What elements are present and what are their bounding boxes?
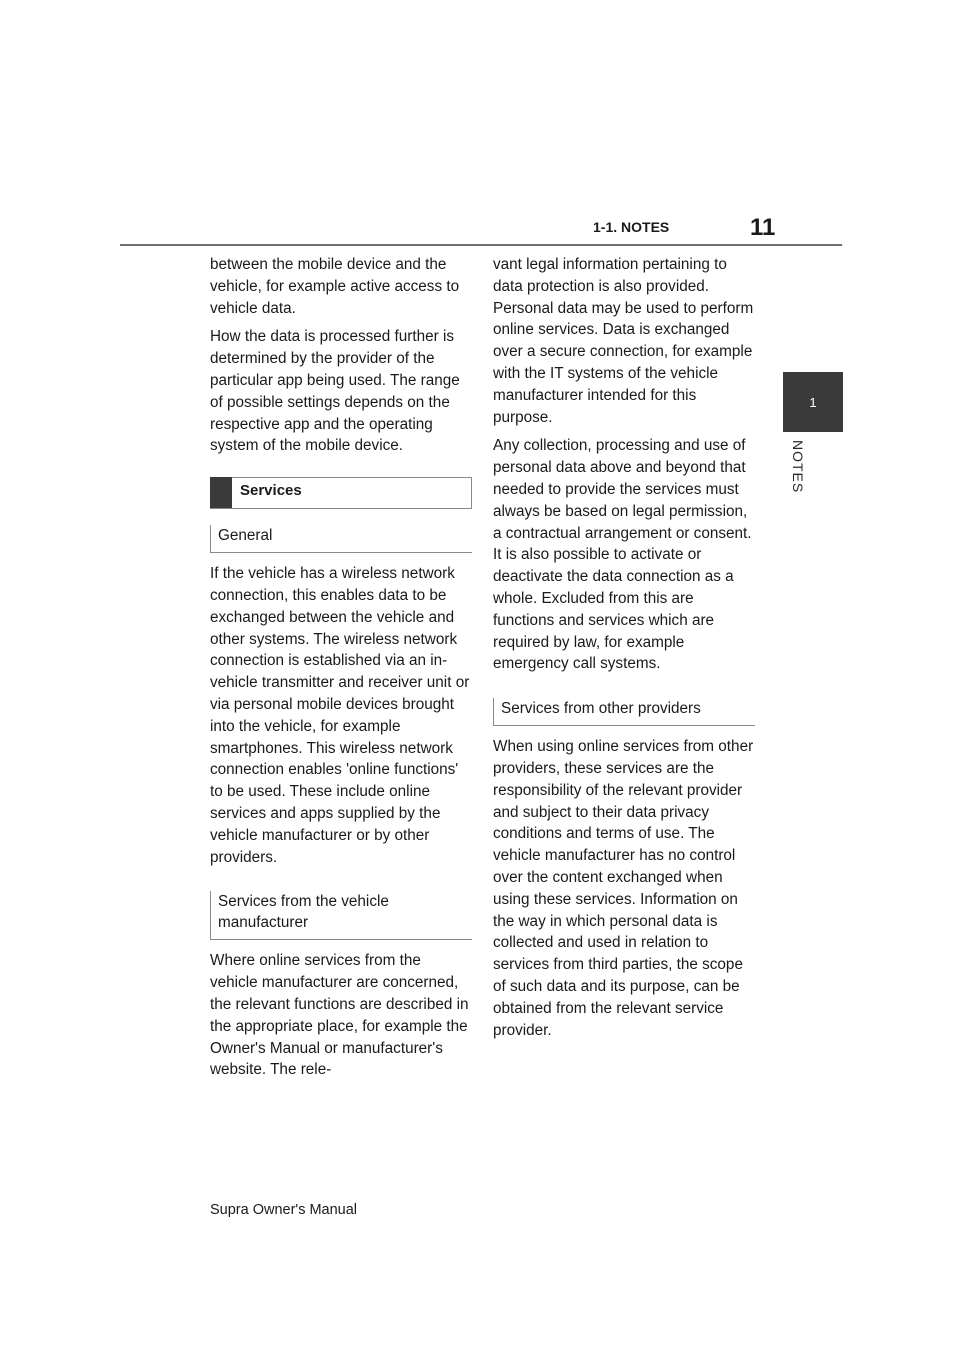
chapter-tab-number: 1 bbox=[809, 394, 817, 410]
right-paragraph-2: Any collection, processing and use of personal data above and beyond that needed to provide the services must always be based on legal permission, a contractual arrangement or consent. It is also possible to activate or deactivate the data connection as a whole. Excluded from this are functions and services which are required by law, for example emergency call systems. bbox=[493, 437, 752, 673]
left-column bbox=[210, 254, 472, 1088]
services-section-heading bbox=[210, 477, 472, 509]
left-paragraph-1: between the mobile device and the vehicle, for example active access to vehicle data. bbox=[210, 256, 460, 317]
services-heading-text: Services bbox=[232, 477, 472, 509]
footer-manual-title: Supra Owner's Manual bbox=[210, 1202, 358, 1218]
chapter-tab bbox=[783, 372, 843, 432]
general-subheading: General bbox=[210, 525, 472, 553]
left-paragraph-3: If the vehicle has a wireless network connection, this enables data to be exchanged between the vehicle and other systems. The wireless network connection is established via an in-vehicle transmitter and receiver unit or via personal mobile devices brought into the vehicle, for example smartphones. This wireless network connection enables 'online functions' to be used. These include online services and apps supplied by the vehicle manufacturer or by other providers. bbox=[210, 565, 470, 866]
right-column bbox=[493, 254, 755, 1048]
other-providers-subheading: Services from other providers bbox=[493, 698, 755, 726]
header-section-title: 1-1. NOTES bbox=[593, 219, 670, 235]
header-divider bbox=[120, 244, 842, 246]
left-paragraph-4: Where online services from the vehicle manufacturer are concerned, the relevant functions are described in the appropriate place, for example the Owner's Manual or manufacturer's website. The rele- bbox=[210, 952, 469, 1079]
chapter-tab-label: NOTES bbox=[790, 440, 806, 494]
right-paragraph-1: vant legal information pertaining to data protection is also provided. Personal data may be used to perform online services. Data is exchanged over a secure connection, for example with the IT systems of the vehicle manufacturer intended for this purpose. bbox=[493, 256, 754, 426]
left-paragraph-2: How the data is processed further is determined by the provider of the particular app being used. The range of possible settings depends on the respective app and the operating system of the mobile device. bbox=[210, 328, 460, 455]
right-paragraph-3: When using online services from other providers, these services are the responsibility of the relevant provider and subject to their data privacy conditions and terms of use. The vehicle manufacturer has no control over the content exchanged when using these services. Information on the way in which personal data is collected and used in relation to services from third parties, the scope of such data and its purpose, can be obtained from the relevant service provider. bbox=[493, 738, 754, 1039]
section-marker bbox=[210, 477, 232, 508]
page-number: 11 bbox=[750, 214, 776, 241]
manufacturer-subheading: Services from the vehicle manufacturer bbox=[210, 891, 472, 940]
